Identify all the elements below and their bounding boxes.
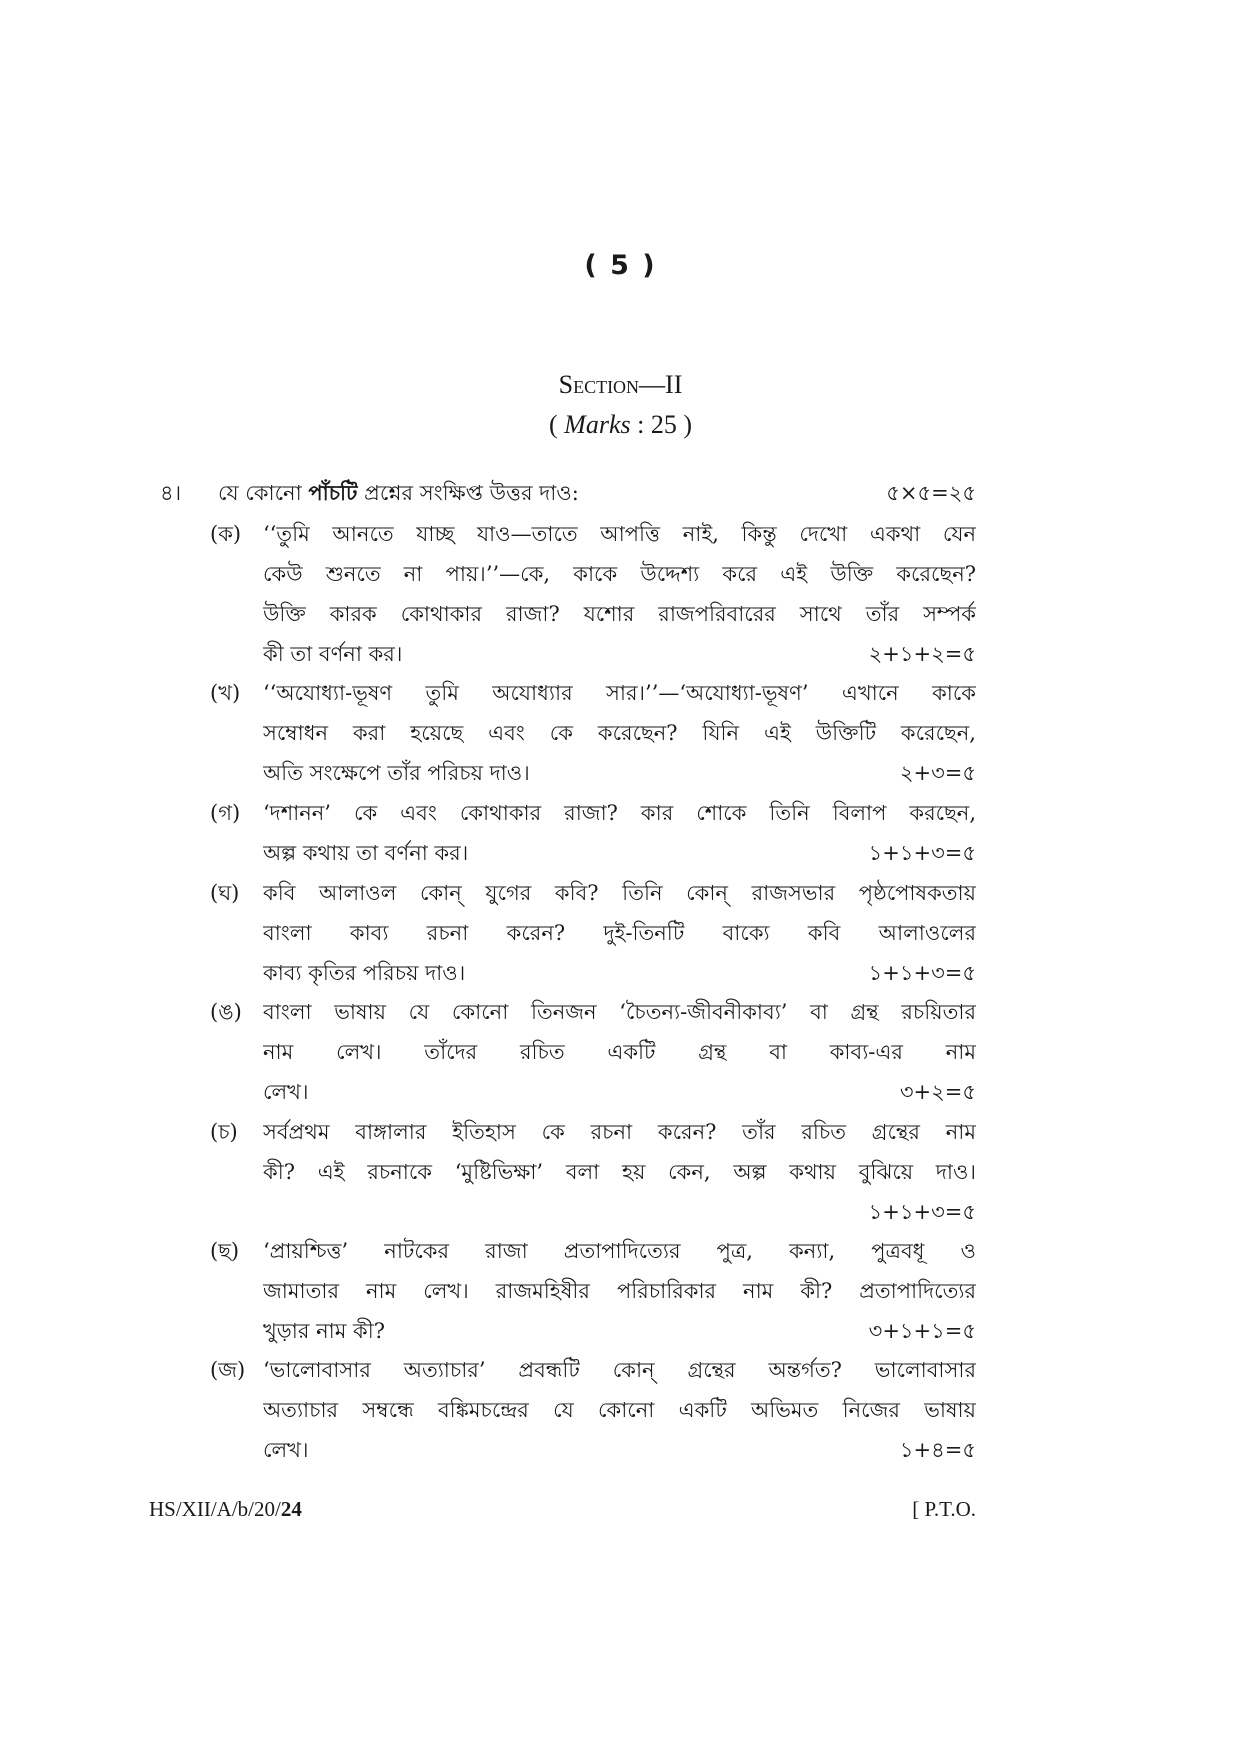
sub-question-line: অত্যাচার সম্বন্ধে বঙ্কিমচন্দ্রের যে কোনো একটি অভিমত নিজের ভাষায় (263, 1398, 976, 1422)
instruction-text-bold: পাঁচটি (308, 480, 358, 505)
sub-question-line: অল্প কথায় তা বর্ণনা কর। (263, 841, 469, 865)
paper-code-bold: 24 (280, 1497, 302, 1521)
paper-code-prefix: HS/XII/A/b/20/ (149, 1497, 281, 1521)
sub-question-line: নাম লেখ। তাঁদের রচিত একটি গ্রন্থ বা কাব্য-এর নাম (263, 1040, 976, 1064)
sub-question-label: (গ) (210, 801, 241, 825)
sub-question-body (263, 1350, 976, 1470)
sub-question-body (263, 992, 976, 1112)
sub-question-line: বাংলা কাব্য রচনা করেন? দুই-তিনটি বাক্যে কবি আলাওলের (263, 921, 976, 945)
section-title: Section—II (558, 370, 683, 399)
sub-question-line: ‘দশানন’ কে এবং কোথাকার রাজা? কার শোকে তিনি বিলাপ করছেন, (263, 801, 976, 825)
marks-prefix: ( (549, 410, 565, 439)
sub-question-body (263, 793, 976, 873)
sub-question-line: লেখ। (263, 1438, 309, 1462)
sub-question-marks: ১+৪=৫ (899, 1438, 976, 1462)
sub-question-marks: ১+১+৩=৫ (868, 841, 976, 865)
sub-question-line: অতি সংক্ষেপে তাঁর পরিচয় দাও। (263, 761, 530, 785)
sub-question-marks: ১+১+৩=৫ (868, 961, 976, 985)
question-number: ৪। (160, 481, 182, 505)
sub-question-line: কবি আলাওল কোন্ যুগের কবি? তিনি কোন্ রাজসভার পৃষ্ঠপোষকতায় (263, 881, 976, 905)
instruction-text-after: প্রশ্নের সংক্ষিপ্ত উত্তর দাও: (357, 481, 579, 505)
sub-question-marks: ১+১+৩=৫ (868, 1200, 976, 1224)
sub-question-line: সম্বোধন করা হয়েছে এবং কে করেছেন? যিনি এই উক্তিটি করেছেন, (263, 721, 976, 745)
sub-question-body (263, 873, 976, 993)
sub-question-last-line (263, 1430, 976, 1470)
sub-question-last-line (263, 753, 976, 793)
instruction-text-before: যে কোনো (218, 481, 309, 505)
marks-label: Marks (564, 410, 631, 439)
sub-question-line: কী তা বর্ণনা কর। (263, 642, 403, 666)
sub-question-label: (ছ) (210, 1239, 240, 1263)
marks-value: : 25 ) (630, 410, 692, 439)
sub-question-line: ‘ভালোবাসার অত্যাচার’ প্রবন্ধটি কোন্ গ্রন্থের অন্তর্গত? ভালোবাসার (263, 1358, 976, 1382)
sub-question-label: (চ) (210, 1120, 238, 1144)
page-number: ( 5 ) (584, 250, 657, 281)
sub-question-line: ‘প্রায়শ্চিত্ত’ নাটকের রাজা প্রতাপাদিত্যের পুত্র, কন্যা, পুত্রবধূ ও (263, 1239, 976, 1263)
sub-question-label: (ঘ) (210, 881, 240, 905)
sub-question-line: লেখ। (263, 1080, 309, 1104)
sub-question-line: ‘‘অযোধ্যা-ভূষণ তুমি অযোধ্যার সার।’’—‘অযোধ্যা-ভূষণ’ এখানে কাকে (263, 681, 976, 705)
sub-question-line: কাব্য কৃতির পরিচয় দাও। (263, 961, 466, 985)
please-turn-over: [ P.T.O. (912, 1497, 976, 1521)
sub-question-marks: ৩+২=৫ (899, 1080, 976, 1104)
sub-question-body (263, 514, 976, 674)
sub-question-marks: ২+৩=৫ (899, 761, 976, 785)
sub-question-last-line (263, 953, 976, 993)
sub-question-marks: ৩+১+১=৫ (868, 1319, 976, 1343)
sub-question-label: (জ) (210, 1358, 246, 1382)
sub-question-body (263, 673, 976, 793)
paper-code (149, 1497, 302, 1522)
sub-question-last-line (263, 634, 976, 674)
sub-question-body (263, 1231, 976, 1351)
sub-question-line: কেউ শুনতে না পায়।’’—কে, কাকে উদ্দেশ্য করে এই উক্তি করেছেন? (263, 562, 976, 586)
sub-question-line: ‘‘তুমি আনতে যাচ্ছ যাও—তাতে আপত্তি নাই, কিন্তু দেখো একথা যেন (263, 522, 976, 546)
sub-question-label: (ঙ) (210, 1000, 242, 1024)
sub-question-label: (খ) (210, 681, 241, 705)
sub-question-label: (ক) (210, 522, 242, 546)
sub-question-body (263, 1112, 976, 1232)
sub-question-line: উক্তি কারক কোথাকার রাজা? যশোর রাজপরিবারের সাথে তাঁর সম্পর্ক (263, 602, 976, 626)
sub-question-last-line (263, 1311, 976, 1351)
sub-question-line: বাংলা ভাষায় যে কোনো তিনজন ‘চৈতন্য-জীবনীকাব্য’ বা গ্রন্থ রচয়িতার (263, 1000, 976, 1024)
sub-question-line: সর্বপ্রথম বাঙ্গালার ইতিহাস কে রচনা করেন? তাঁর রচিত গ্রন্থের নাম (263, 1120, 976, 1144)
sub-question-last-line (263, 833, 976, 873)
section-marks (0, 410, 1241, 440)
sub-question-line: কী? এই রচনাকে ‘মুষ্টিভিক্ষা’ বলা হয় কেন, অল্প কথায় বুঝিয়ে দাও। (263, 1160, 976, 1184)
sub-question-line: জামাতার নাম লেখ। রাজমহিষীর পরিচারিকার নাম কী? প্রতাপাদিত্যের (263, 1279, 976, 1303)
sub-question-line: খুড়ার নাম কী? (263, 1319, 386, 1343)
sub-question-marks: ২+১+২=৫ (868, 642, 976, 666)
sub-question-last-line (263, 1072, 976, 1112)
question-total-marks: ৫×৫=২৫ (886, 481, 976, 505)
question-instruction (218, 475, 579, 511)
